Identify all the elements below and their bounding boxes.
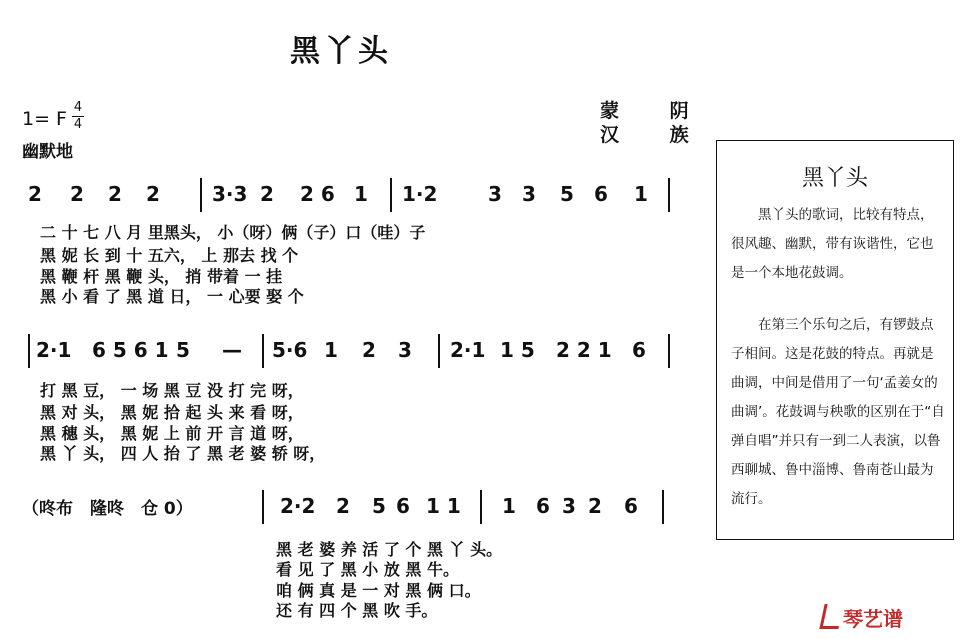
note: 2·1 [450, 338, 486, 362]
note: 1·2 [402, 182, 438, 206]
note: 2 6 [300, 182, 335, 206]
note: 6 [624, 494, 638, 518]
credit-region: 蒙 阴 [600, 100, 711, 122]
bar-line [390, 178, 392, 212]
bar-line [28, 334, 30, 368]
note: 2 [260, 182, 274, 206]
lyric-line: 还 有 四 个 黑 吹 手。 [276, 601, 438, 620]
note: 5 [560, 182, 574, 206]
note: 2 [70, 182, 84, 206]
note: 6 [396, 494, 410, 518]
bar-line [200, 178, 202, 212]
bar-line [668, 334, 670, 368]
note: 5 [176, 338, 190, 362]
percussion-interlude: （咚布 隆咚 仓 0） [22, 499, 193, 519]
note: 1 5 [500, 338, 535, 362]
note: 2 [108, 182, 122, 206]
lyric-line: 看 见 了 黑 小 放 黑 牛。 [276, 560, 459, 579]
note: 3 [488, 182, 502, 206]
note: 5·6 [272, 338, 308, 362]
lyric-line: 打 黑 豆， 一 场 黑 豆 没 打 完 呀， [40, 381, 304, 400]
note: 2 2 1 [556, 338, 612, 362]
bar-line [668, 178, 670, 212]
note: 6 5 6 1 [92, 338, 169, 362]
note: — [222, 338, 242, 362]
lyric-line: 黑 对 头， 黑 妮 拾 起 头 来 看 呀， [40, 403, 304, 422]
lyric-line: 黑 穗 头， 黑 妮 上 前 开 言 道 呀， [40, 424, 304, 443]
note: 2·2 [280, 494, 316, 518]
note: 3 [562, 494, 576, 518]
note: 6 [632, 338, 646, 362]
note: 3 [398, 338, 412, 362]
note: 1 [634, 182, 648, 206]
note: 2 [28, 182, 42, 206]
note: 2 [336, 494, 350, 518]
lyric-line: 黑 鞭 杆 黑 鞭 头， 捎 带着 一 挂 [40, 267, 283, 286]
note: 3·3 [212, 182, 248, 206]
time-bottom: 4 [73, 117, 83, 132]
time-top: 4 [73, 100, 83, 115]
bar-line [480, 490, 482, 524]
tempo-mood: 幽默地 [22, 142, 73, 162]
note: 1 [324, 338, 338, 362]
note: 3 [522, 182, 536, 206]
note: 6 [536, 494, 550, 518]
commentary-paragraph-1: 黑丫头的歌词，比较有特点，很风趣、幽默，带有诙谐性，它也是一个本地花鼓调。 [731, 207, 934, 281]
lyric-line: 黑 老 婆 养 活 了 个 黑 丫 头。 [276, 540, 503, 559]
commentary-box [716, 140, 954, 540]
bar-line [662, 490, 664, 524]
lyric-line: 二 十 七 八 月 里黑头， 小（呀）俩（子）口（哇）子 [40, 223, 426, 242]
lyric-line: 咱 俩 真 是 一 对 黑 俩 口。 [276, 581, 481, 600]
note: 5 [372, 494, 386, 518]
time-signature [72, 101, 84, 132]
lyric-line: 黑 妮 长 到 十 五六， 上 那去 找 个 [40, 246, 299, 265]
note: 2·1 [36, 338, 72, 362]
commentary-paragraph-2: 在第三个乐句之后，有锣鼓点子相间。这是花鼓的特点。再就是曲调，中间是借用了一句‘孟姜女的曲调’。花鼓调与秧歌的区别在于“自弹自唱”并只有一到二人表演，以鲁西聊城、鲁中淄博、鲁南苍山最为流行。 [731, 317, 945, 507]
note: 1 1 [426, 494, 461, 518]
bar-line [262, 334, 264, 368]
note: 2 [362, 338, 376, 362]
credit-ethnicity: 汉 族 [600, 124, 711, 146]
note: 6 [594, 182, 608, 206]
watermark-text: 琴艺谱 [843, 607, 903, 631]
commentary-title: 黑丫头 [801, 166, 868, 191]
note: 1 [354, 182, 368, 206]
watermark-logo-icon [819, 604, 843, 629]
lyric-line: 黑 小 看 了 黑 道 日， 一 心要 娶 个 [40, 287, 304, 306]
bar-line [262, 490, 264, 524]
note: 2 [146, 182, 160, 206]
bar-line [438, 334, 440, 368]
note: 2 [588, 494, 602, 518]
note: 1 [502, 494, 516, 518]
song-title: 黑丫头 [290, 34, 392, 69]
key-signature: 1= F [22, 108, 67, 130]
lyric-line: 黑 丫 头， 四 人 抬 了 黑 老 婆 轿 呀， [40, 444, 326, 463]
